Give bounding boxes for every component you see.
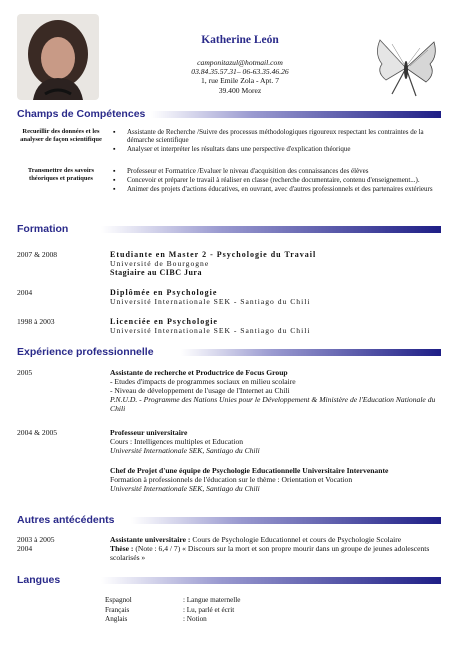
- education-entry: [110, 317, 445, 335]
- experience-org: P.N.U.D. - Programme des Nations Unies pour le Développement & Ministère de l'Education Nationale du Chili: [110, 395, 436, 413]
- section-title: Expérience professionnelle: [17, 346, 154, 358]
- language-level: : Notion: [183, 615, 207, 623]
- education-date: 1998 à 2003: [17, 317, 55, 326]
- education-title: Licenciée en Psychologie: [110, 317, 218, 326]
- skill-list: [113, 167, 443, 194]
- experience-date: 2004 & 2005: [17, 428, 58, 437]
- section-title: Formation: [17, 223, 69, 235]
- education-entry: [110, 288, 445, 306]
- butterfly-icon: [372, 34, 440, 100]
- education-school: Université Internationale SEK - Santiago du Chili: [110, 297, 311, 306]
- experience-line: Formation à professionnels de l'éducation sur le thème : Orientation et Vocation: [110, 475, 353, 484]
- education-school: Université Internationale SEK - Santiago du Chili: [110, 326, 311, 335]
- language-names: [105, 596, 132, 625]
- other-dates: [17, 535, 55, 553]
- section-bar: [151, 111, 441, 118]
- experience-line: Cours : Intelligences multiples et Education: [110, 437, 244, 446]
- skill-item: ▪ Assistante de Recherche /Suivre des processus méthodologiques rigoureux respectant les contraintes de la démarche scientifique: [113, 128, 443, 144]
- other-date: 2004: [17, 544, 33, 553]
- experience-date: 2005: [17, 368, 33, 377]
- profile-photo: [17, 14, 99, 100]
- experience-entry: [110, 368, 445, 413]
- experience-org: Université Internationale SEK, Santiago du Chili: [110, 484, 260, 493]
- experience-entry: [110, 466, 445, 493]
- education-title: Diplômée en Psychologie: [110, 288, 218, 297]
- phone-numbers: 03.84.35.57.31– 06-63.35.46.26: [191, 67, 289, 77]
- section-bar: [181, 349, 441, 356]
- other-date: 2003 à 2005: [17, 535, 55, 544]
- language-name: Espagnol: [105, 596, 132, 604]
- education-date: 2004: [17, 288, 33, 297]
- other-label: Thèse :: [110, 544, 134, 553]
- skill-item: ▪ Concevoir et préparer le travail à réaliser en classe (recherche documentaire, contenu d'enseignement...).: [113, 176, 443, 184]
- language-levels: [183, 596, 240, 625]
- experience-entry: [110, 428, 445, 455]
- education-extra: Stagiaire au CIBC Jura: [110, 268, 202, 277]
- section-title: Autres antécédents: [17, 514, 115, 526]
- language-name: Français: [105, 605, 130, 614]
- section-title: Langues: [17, 574, 61, 586]
- contact-block: [150, 58, 330, 95]
- education-school: Université de Bourgogne: [110, 259, 210, 268]
- section-bar: [101, 226, 441, 233]
- experience-org: Université Internationale SEK, Santiago du Chili: [110, 446, 260, 455]
- skill-item: ▪ Animer des projets d'actions éducatives, en ouvrant, avec d'autres professionnels et des partenaires extérieurs: [113, 185, 443, 193]
- section-bar: [101, 577, 441, 584]
- other-label: Assistante universitaire :: [110, 535, 191, 544]
- skill-list: [113, 128, 443, 154]
- section-bar: [131, 517, 441, 524]
- experience-title: Chef de Projet d'une équipe de Psychologie Educationnelle Universitaire Intervenante: [110, 466, 389, 475]
- section-other: [17, 514, 441, 528]
- language-name: Anglais: [105, 615, 128, 623]
- skill-item: ▪ Analyser et interpréter les résultats dans une perspective d'explication théorique: [113, 145, 443, 153]
- other-entry: [110, 535, 445, 562]
- education-entry: [110, 250, 445, 277]
- section-title: Champs de Compétences: [17, 108, 146, 120]
- section-skills: [17, 108, 441, 122]
- skill-label: Recueillir des données et les analyser de façon scientifique: [20, 128, 102, 143]
- experience-line: - Etudes d'impacts de programmes sociaux en milieu scolaire: [110, 377, 296, 386]
- section-education: [17, 223, 441, 237]
- language-level: : Langue maternelle: [183, 596, 241, 604]
- section-languages: [17, 574, 441, 588]
- other-line: [110, 544, 445, 562]
- experience-title: Professeur universitaire: [110, 428, 188, 437]
- skill-label: Transmettre des savoirs théoriques et pratiques: [27, 167, 95, 182]
- address-line: 1, rue Emile Zola - Apt. 7: [200, 76, 280, 86]
- experience-title: Assistante de recherche et Productrice de Focus Group: [110, 368, 288, 377]
- email[interactable]: camponitazul@hotmail.com: [197, 58, 283, 67]
- skill-item: ▪ Professeur et Formatrice /Evaluer le niveau d'acquisition des connaissances des élèves: [113, 167, 443, 175]
- other-text: Cours de Psychologie Educationnel et cours de Psychologie Scolaire: [190, 535, 402, 544]
- city-line: 39.400 Morez: [218, 85, 262, 95]
- other-text: (Note : 6,4 / 7) « Discours sur la mort et son propre mourir dans un groupe de jeunes adolescents scolarisés »: [110, 544, 430, 562]
- education-date: 2007 & 2008: [17, 250, 58, 259]
- experience-line: - Niveau de développement de l'usage de l'Internet au Chili: [110, 386, 290, 395]
- section-experience: [17, 346, 441, 360]
- language-level: : Lu, parlé et écrit: [183, 605, 235, 614]
- candidate-name: Katherine León: [201, 34, 279, 46]
- education-title: Etudiante en Master 2 - Psychologie du Travail: [110, 250, 317, 259]
- other-line: [110, 535, 445, 544]
